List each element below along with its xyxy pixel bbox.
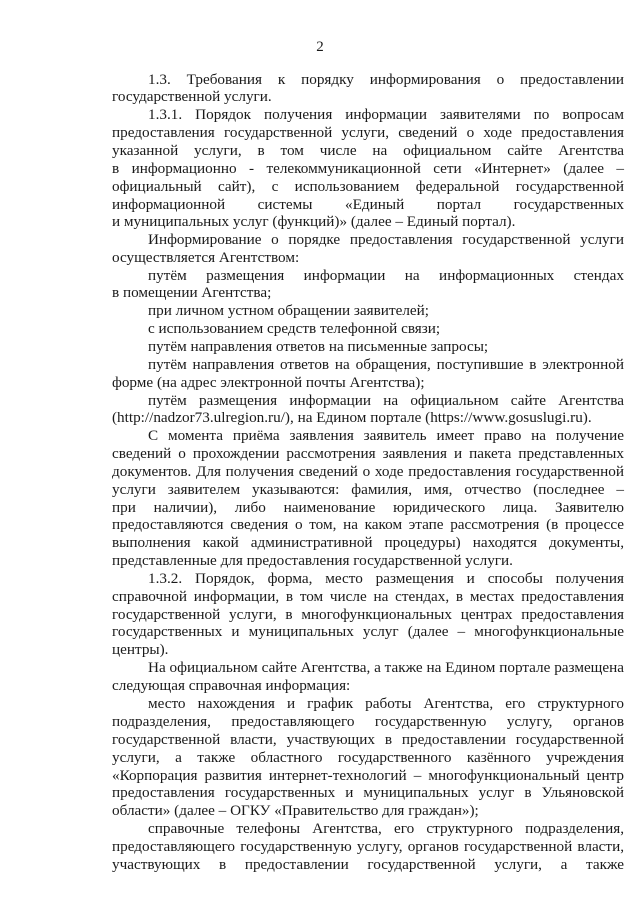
- text-line: справочные телефоны Агентства, его структурного подразделения,: [148, 820, 624, 837]
- text-line: выполнения какой административной процедуры) находятся документы,: [112, 534, 624, 551]
- text-line: государственных и муниципальных услуг (далее – многофункциональные: [112, 623, 624, 640]
- text-line: (http://nadzor73.ulregion.ru/), на Едином портале (https://www.gosuslugi.ru).: [112, 409, 592, 426]
- text-line: государственной услуги, в многофункциональных центрах предоставления: [112, 606, 624, 623]
- text-line: при наличии), либо наименование юридического лица. Заявителю: [112, 499, 624, 516]
- text-line: «Корпорация развития интернет-технологий – многофункциональный центр: [112, 767, 624, 784]
- text-line: следующая справочная информация:: [112, 677, 351, 694]
- text-line: сведений о прохождении рассмотрения заявления и пакета представленных: [112, 445, 624, 462]
- page-number: 2: [316, 39, 324, 55]
- text-line: путём размещения информации на официальном сайте Агентства: [148, 392, 624, 409]
- text-line: справочной информации, в том числе на стендах, в местах предоставления: [112, 588, 624, 605]
- text-line: центры).: [112, 641, 169, 658]
- text-line: 1.3. Требования к порядку информирования о предоставлении: [148, 71, 624, 88]
- text-line: государственной власти, участвующих в предоставлении государственной: [112, 731, 624, 748]
- text-line: при личном устном обращении заявителей;: [148, 302, 429, 319]
- text-line: предоставляются сведения о том, на каком этапе рассмотрения (в процессе: [112, 516, 624, 533]
- text-line: 1.3.2. Порядок, форма, место размещения и способы получения: [148, 570, 624, 587]
- text-line: услуги, а также областного государственного казённого учреждения: [112, 749, 624, 766]
- text-line: путём направления ответов на обращения, поступившие в электронной: [148, 356, 624, 373]
- text-line: государственной услуги.: [112, 88, 272, 105]
- text-line: С момента приёма заявления заявитель имеет право на получение: [148, 427, 624, 444]
- text-line: информационной системы «Единый портал государственных: [112, 196, 624, 213]
- text-line: место нахождения и график работы Агентства, его структурного: [148, 695, 624, 712]
- text-line: На официальном сайте Агентства, а также на Едином портале размещена: [148, 659, 624, 676]
- text-line: 1.3.1. Порядок получения информации заявителями по вопросам: [148, 106, 624, 123]
- text-line: Информирование о порядке предоставления государственной услуги: [148, 231, 624, 248]
- text-line: форме (на адрес электронной почты Агентства);: [112, 374, 425, 391]
- text-line: официальный сайт), с использованием федеральной государственной: [112, 178, 624, 195]
- text-line: осуществляется Агентством:: [112, 249, 300, 266]
- text-line: предоставляющего государственную услугу, органов государственной власти,: [112, 838, 624, 855]
- text-line: с использованием средств телефонной связи;: [148, 320, 441, 337]
- text-line: подразделения, предоставляющего государственную услугу, органов: [112, 713, 624, 730]
- text-line: области» (далее – ОГКУ «Правительство для граждан»);: [112, 802, 479, 819]
- text-line: путём размещения информации на информационных стендах: [148, 267, 624, 284]
- text-line: представленные для предоставления государственной услуги.: [112, 552, 513, 569]
- text-line: участвующих в предоставлении государственной услуги, а также: [112, 856, 624, 873]
- text-line: предоставления государственных и муниципальных услуг в Ульяновской: [112, 784, 624, 801]
- text-line: в помещении Агентства;: [112, 284, 272, 301]
- text-line: и муниципальных услуг (функций)» (далее – Единый портал).: [112, 213, 516, 230]
- text-line: в информационно - телекоммуникационной сети «Интернет» (далее –: [112, 160, 624, 177]
- text-line: предоставления государственной услуги, сведений о ходе предоставления: [112, 124, 624, 141]
- text-line: путём направления ответов на письменные запросы;: [148, 338, 489, 355]
- text-line: документов. Для получения сведений о ходе предоставления государственной: [112, 463, 624, 480]
- text-line: услуги заявителем указываются: фамилия, имя, отчество (последнее –: [112, 481, 624, 498]
- text-line: указанной услуги, в том числе на официальном сайте Агентства: [112, 142, 624, 159]
